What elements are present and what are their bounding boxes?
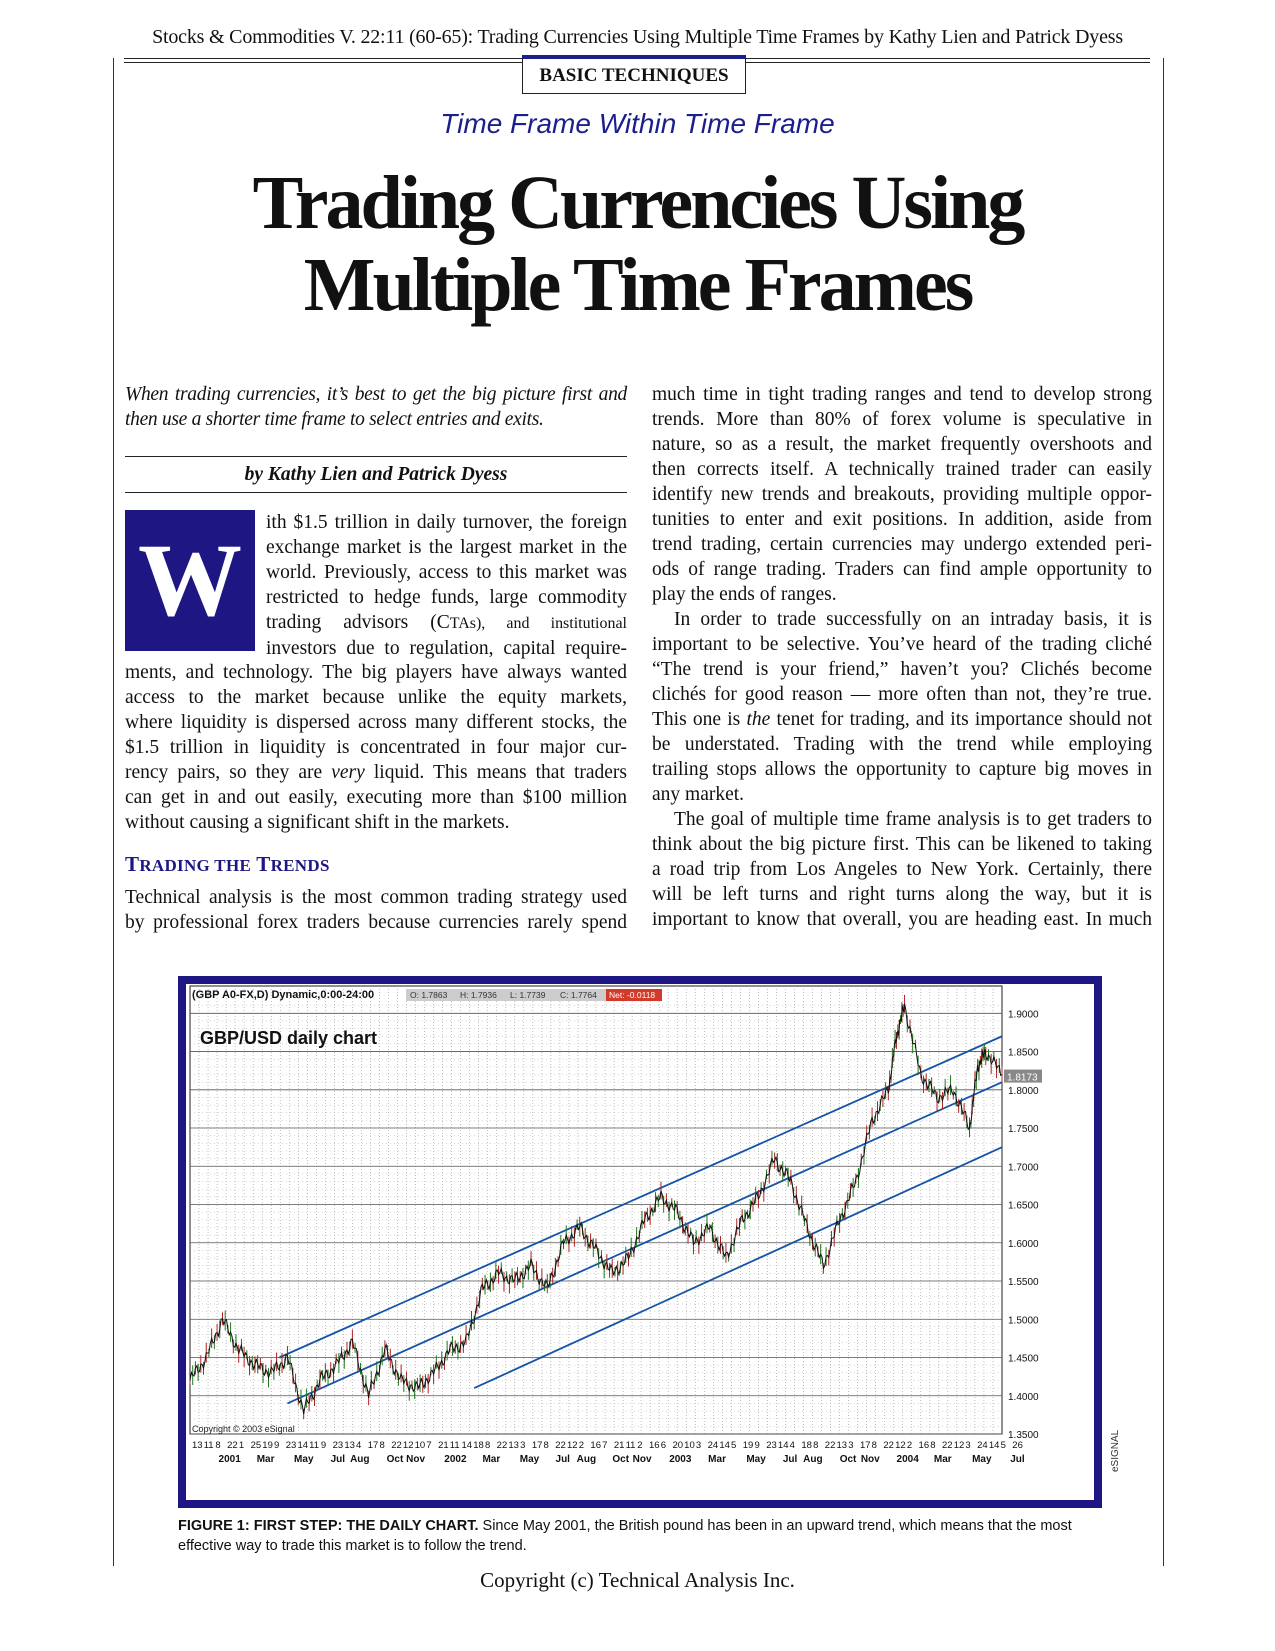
y-tick-label: 1.3500 xyxy=(1008,1430,1039,1441)
body-line: any market. xyxy=(652,784,745,805)
kicker: Time Frame Within Time Frame xyxy=(440,108,835,139)
deck-line: When trading currencies, it’s best to get the big picture first and xyxy=(125,384,627,405)
x-day-tick: 11 xyxy=(449,1440,460,1451)
x-month-tick: 2001 xyxy=(218,1454,241,1465)
body-line: trends. More than 80% of forex volume is speculative in xyxy=(652,409,1152,430)
text-run: This one is xyxy=(652,709,747,730)
x-day-tick: 18 xyxy=(801,1440,812,1451)
subhead-trading-the-trends xyxy=(125,852,330,877)
x-day-tick: 9 xyxy=(320,1440,327,1451)
x-day-tick: 21 xyxy=(438,1440,449,1451)
body-line xyxy=(125,760,627,785)
x-day-tick: 1 xyxy=(238,1440,245,1451)
y-tick-label: 1.5500 xyxy=(1008,1277,1039,1289)
plot-border xyxy=(190,986,1002,1434)
x-day-tick: 8 xyxy=(543,1440,549,1451)
y-tick-label: 1.9000 xyxy=(1008,1009,1039,1021)
x-day-tick: 22 xyxy=(941,1440,953,1451)
body-line: Technical analysis is the most common trading strategy used xyxy=(125,887,627,908)
x-day-tick: 18 xyxy=(473,1440,484,1451)
x-day-tick: 13 xyxy=(836,1440,848,1451)
x-day-tick: 19 xyxy=(262,1440,273,1451)
x-day-tick: 12 xyxy=(895,1440,906,1451)
x-day-tick: 17 xyxy=(531,1440,543,1451)
body-line: world. Previously, access to this market was xyxy=(266,562,627,583)
headline xyxy=(0,162,1275,326)
chart-title: GBP/USD daily chart xyxy=(200,1028,378,1048)
x-day-tick: 23 xyxy=(332,1440,344,1451)
chart-copyright: Copyright © 2003 eSignal xyxy=(192,1424,295,1434)
net-change: Net: -0.0118 xyxy=(609,990,656,1000)
trends-paragraph xyxy=(125,885,627,935)
x-day-tick: 3 xyxy=(520,1440,526,1451)
x-day-tick: 8 xyxy=(215,1440,221,1451)
quote-value: H: 1.7936 xyxy=(460,990,497,1000)
subhead-run: RENDS xyxy=(270,856,330,875)
quote-value: C: 1.7764 xyxy=(560,990,597,1000)
x-month-tick: Nov xyxy=(632,1454,652,1465)
x-month-tick: Jul xyxy=(1010,1454,1025,1465)
body-line: trend trading, certain currencies may undergo extended peri- xyxy=(652,534,1152,555)
x-day-tick: 19 xyxy=(742,1440,754,1451)
x-day-tick: 14 xyxy=(461,1440,473,1451)
y-tick-label: 1.8000 xyxy=(1008,1085,1039,1097)
x-day-tick: 5 xyxy=(731,1440,737,1451)
body-line: important to be selective. You’ve heard of the trading cliché xyxy=(652,634,1152,655)
x-month-tick: Aug xyxy=(803,1454,823,1465)
x-day-tick: 3 xyxy=(965,1440,971,1451)
x-day-tick: 24 xyxy=(707,1440,719,1451)
x-day-tick: 11 xyxy=(203,1440,214,1451)
x-day-tick: 3 xyxy=(695,1440,702,1451)
x-month-tick: Aug xyxy=(350,1454,370,1465)
deck xyxy=(125,382,627,432)
x-day-tick: 8 xyxy=(930,1440,936,1451)
y-tick-label: 1.6000 xyxy=(1008,1238,1039,1250)
body-line: investors due to regulation, capital require- xyxy=(266,638,627,659)
x-day-tick: 2 xyxy=(637,1440,643,1451)
body-line: tunities to enter and exit positions. In addition, aside from xyxy=(652,509,1152,530)
body-line: important to know that overall, you are heading east. In much xyxy=(652,909,1152,930)
small-caps-run: TAs), and institutional xyxy=(449,615,627,632)
trendline-lower-channel xyxy=(474,1147,1002,1388)
body-line: think about the big picture first. This can be likened to taking xyxy=(652,834,1152,855)
figure-caption xyxy=(178,1516,1118,1556)
x-month-tick: 2004 xyxy=(896,1454,919,1465)
x-day-tick: 14 xyxy=(297,1440,309,1451)
body-line: identify new trends and breakouts, providing multiple oppor- xyxy=(652,484,1152,505)
intro-paragraph xyxy=(125,660,627,835)
headline-line-2: Multiple Time Frames xyxy=(303,243,972,327)
x-month-tick: May xyxy=(519,1454,540,1465)
x-day-tick: 16 xyxy=(918,1440,930,1451)
body-line: by professional forex traders because currencies rarely spend xyxy=(125,912,627,933)
body-line: restricted to hedge funds, large commodity xyxy=(266,587,627,608)
x-month-tick: Mar xyxy=(933,1454,952,1465)
x-day-tick: 2 xyxy=(578,1440,585,1451)
body-line: can get in and out easily, executing more than $100 million xyxy=(125,787,627,808)
x-day-tick: 5 xyxy=(1000,1440,1006,1451)
text-run: rency pairs, so they are xyxy=(125,762,332,783)
quote-value: O: 1.7863 xyxy=(410,990,448,1000)
x-day-tick: 22 xyxy=(555,1440,566,1451)
y-tick-label: 1.6500 xyxy=(1008,1200,1039,1212)
x-day-tick: 8 xyxy=(379,1440,385,1451)
body-line: nature, so as a result, the market frequently overshoots and xyxy=(652,434,1152,455)
drop-cap: W xyxy=(125,510,255,651)
subhead-run: T xyxy=(125,852,140,876)
x-day-tick: 13 xyxy=(344,1440,355,1451)
quote-value: L: 1.7739 xyxy=(510,990,546,1000)
x-day-tick: 21 xyxy=(613,1440,625,1451)
x-day-tick: 13 xyxy=(192,1440,203,1451)
x-day-tick: 14 xyxy=(777,1440,789,1451)
x-day-tick: 8 xyxy=(871,1440,877,1451)
caption-title: FIGURE 1: FIRST STEP: THE DAILY CHART. xyxy=(178,1518,479,1534)
x-day-tick: 16 xyxy=(649,1440,660,1451)
x-day-tick: 22 xyxy=(824,1440,836,1451)
subhead-run: T xyxy=(251,852,271,876)
x-month-tick: Oct xyxy=(839,1454,857,1465)
body-line: trailing stops allows the opportunity to capture big moves in xyxy=(652,759,1152,780)
x-day-tick: 9 xyxy=(274,1440,280,1451)
x-month-tick: Nov xyxy=(860,1454,880,1465)
x-month-tick: Nov xyxy=(406,1454,426,1465)
x-day-tick: 4 xyxy=(356,1440,362,1451)
x-day-tick: 22 xyxy=(883,1440,894,1451)
x-day-tick: 20 xyxy=(672,1440,684,1451)
x-month-tick: 2002 xyxy=(444,1454,467,1465)
x-day-tick: 25 xyxy=(250,1440,262,1451)
body-line: exchange market is the largest market in the xyxy=(266,537,627,558)
text-run: tenet for trading, and its importance should not xyxy=(770,709,1152,730)
x-day-tick: 6 xyxy=(660,1440,667,1451)
x-day-tick: 16 xyxy=(590,1440,602,1451)
y-tick-label: 1.8500 xyxy=(1008,1047,1039,1059)
italic-run: the xyxy=(746,709,771,730)
x-month-tick: May xyxy=(972,1454,992,1465)
x-month-tick: Mar xyxy=(256,1454,275,1465)
x-day-tick: 17 xyxy=(367,1440,379,1451)
x-day-tick: 11 xyxy=(625,1440,636,1451)
x-day-tick: 8 xyxy=(813,1440,819,1451)
italic-run: very xyxy=(331,762,365,783)
x-day-tick: 7 xyxy=(426,1440,432,1451)
y-tick-label: 1.5000 xyxy=(1008,1315,1039,1327)
x-day-tick: 3 xyxy=(848,1440,854,1451)
body-line xyxy=(266,610,627,636)
section-label: BASIC TECHNIQUES xyxy=(522,58,746,94)
body-line: “The trend is your friend,” haven’t you? Clichés become xyxy=(652,659,1152,680)
x-month-tick: May xyxy=(294,1454,314,1465)
body-line xyxy=(652,707,1152,732)
x-day-tick: 11 xyxy=(309,1440,320,1451)
body-line: $1.5 trillion in liquidity is concentrated in four major cur- xyxy=(125,737,627,758)
right-column xyxy=(652,382,1152,932)
body-line: much time in tight trading ranges and tend to develop strong xyxy=(652,384,1152,405)
x-day-tick: 2 xyxy=(906,1440,913,1451)
gbpusd-daily-chart xyxy=(186,984,1094,1500)
y-tick-label: 1.4500 xyxy=(1008,1353,1039,1365)
body-line: be understated. Trading with the trend while employing xyxy=(652,734,1152,755)
body-line: ods of range trading. Traders can find ample opportunity to xyxy=(652,559,1152,580)
subhead-run: RADING THE xyxy=(139,856,252,875)
x-month-tick: Oct xyxy=(612,1454,630,1465)
x-month-tick: Jul xyxy=(782,1454,798,1465)
x-day-tick: 10 xyxy=(414,1440,426,1451)
body-line: clichés for good reason — more often than not, they’re true. xyxy=(652,684,1152,705)
figure-1-chart-frame xyxy=(178,976,1102,1508)
y-tick-label: 1.7500 xyxy=(1008,1124,1039,1136)
x-day-tick: 24 xyxy=(977,1440,988,1451)
x-day-tick: 23 xyxy=(285,1440,297,1451)
deck-line: then use a shorter time frame to select entries and exits. xyxy=(125,409,544,430)
x-day-tick: 12 xyxy=(953,1440,965,1451)
body-line: ith $1.5 trillion in daily turnover, the foreign xyxy=(266,512,627,533)
copyright-footer: Copyright (c) Technical Analysis Inc. xyxy=(480,1568,795,1592)
caption-text: Since May 2001, the British pound has been in an upward trend, which means that the most effective way to trade this market is to follow the trend. xyxy=(178,1518,1072,1554)
body-line: where liquidity is dispersed across many different stocks, the xyxy=(125,712,627,733)
x-day-tick: 17 xyxy=(859,1440,871,1451)
x-month-tick: Mar xyxy=(482,1454,501,1465)
body-line: In order to trade successfully on an intraday basis, it is xyxy=(674,609,1152,630)
esignal-side-label: eSIGNAL xyxy=(1110,1429,1121,1472)
body-line: The goal of multiple time frame analysis is to get traders to xyxy=(674,809,1152,830)
x-day-tick: 22 xyxy=(391,1440,402,1451)
last-price-tag: 1.8173 xyxy=(1007,1072,1038,1084)
body-line: a road trip from Los Angeles to New York. Certainly, there xyxy=(652,859,1152,880)
body-line: then corrects itself. A technically trained trader can easily xyxy=(652,459,1152,480)
x-month-tick: Oct xyxy=(386,1454,404,1465)
x-month-tick: May xyxy=(746,1454,766,1465)
x-day-tick: 14 xyxy=(719,1440,730,1451)
x-day-tick: 13 xyxy=(508,1440,519,1451)
x-day-tick: 10 xyxy=(684,1440,695,1451)
symbol-header: (GBP A0-FX,D) Dynamic,0:00-24:00 xyxy=(192,989,375,1001)
x-month-tick: Jul xyxy=(555,1454,570,1465)
running-head: Stocks & Commodities V. 22:11 (60-65): Trading Currencies Using Multiple Time Frames by Kathy Lien and Patrick Dyess xyxy=(152,26,1123,48)
body-line: play the ends of ranges. xyxy=(652,584,837,605)
x-month-tick: Jul xyxy=(330,1454,346,1465)
headline-line-1: Trading Currencies Using xyxy=(252,161,1023,245)
x-day-tick: 26 xyxy=(1012,1440,1023,1451)
x-month-tick: Aug xyxy=(576,1454,597,1465)
body-line: will be left turns and right turns along the way, but it is xyxy=(652,884,1152,905)
y-tick-label: 1.7000 xyxy=(1008,1162,1039,1174)
x-day-tick: 14 xyxy=(988,1440,1000,1451)
x-day-tick: 9 xyxy=(754,1440,760,1451)
body-line: ments, and technology. The big players have always wanted xyxy=(125,662,627,683)
y-tick-label: 1.4000 xyxy=(1008,1391,1039,1403)
x-day-tick: 23 xyxy=(766,1440,777,1451)
x-month-tick: 2003 xyxy=(669,1454,692,1465)
byline: by Kathy Lien and Patrick Dyess xyxy=(125,456,627,493)
text-run: liquid. This means that traders xyxy=(364,762,627,783)
x-day-tick: 22 xyxy=(227,1440,238,1451)
x-month-tick: Mar xyxy=(708,1454,726,1465)
x-day-tick: 12 xyxy=(402,1440,414,1451)
x-day-tick: 12 xyxy=(566,1440,578,1451)
intro-wrapped-text xyxy=(266,510,627,661)
x-day-tick: 7 xyxy=(602,1440,608,1451)
x-day-tick: 8 xyxy=(484,1440,491,1451)
text-run: trading advisors (C xyxy=(266,612,450,633)
x-day-tick: 4 xyxy=(789,1440,795,1451)
body-line: access to the market because unlike the equity markets, xyxy=(125,687,627,708)
chart-panel xyxy=(186,984,1094,1500)
body-line: without causing a significant shift in the markets. xyxy=(125,812,510,833)
x-day-tick: 22 xyxy=(496,1440,508,1451)
